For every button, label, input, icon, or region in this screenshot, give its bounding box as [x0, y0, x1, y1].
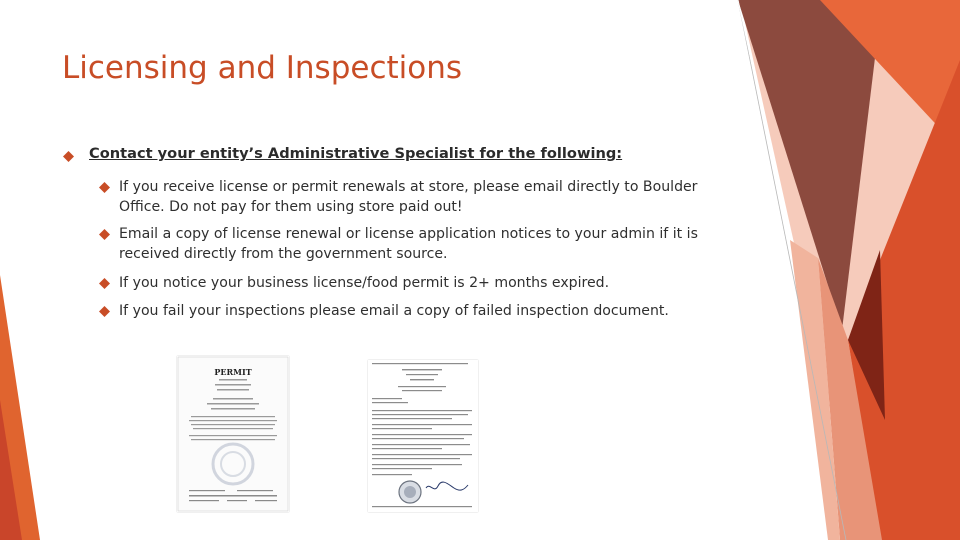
level1-bullet-text: Contact your entity’s Administrative Specialist for the following: — [89, 145, 623, 162]
permit-document-image — [177, 356, 289, 512]
diamond-bullet-icon — [99, 278, 110, 289]
diamond-bullet-icon — [99, 182, 110, 193]
bullet-text: If you receive license or permit renewals at store, please email directly to Boulder Office. Do not pay for them using store paid out! — [119, 179, 698, 215]
diamond-bullet-icon — [99, 306, 110, 317]
diamond-bullet-icon — [99, 229, 110, 240]
bullet-text: If you notice your business license/food permit is 2+ months expired. — [119, 275, 610, 291]
slide-title: Licensing and Inspections — [62, 50, 463, 86]
diamond-bullet-icon — [63, 151, 74, 162]
permit-heading: PERMIT — [214, 367, 252, 377]
bullet-text: If you fail your inspections please email a copy of failed inspection document. — [119, 303, 669, 319]
bullet-text: Email a copy of license renewal or license application notices to your admin if it is received directly from the government source. — [119, 226, 698, 262]
inspection-document-image — [368, 360, 478, 512]
